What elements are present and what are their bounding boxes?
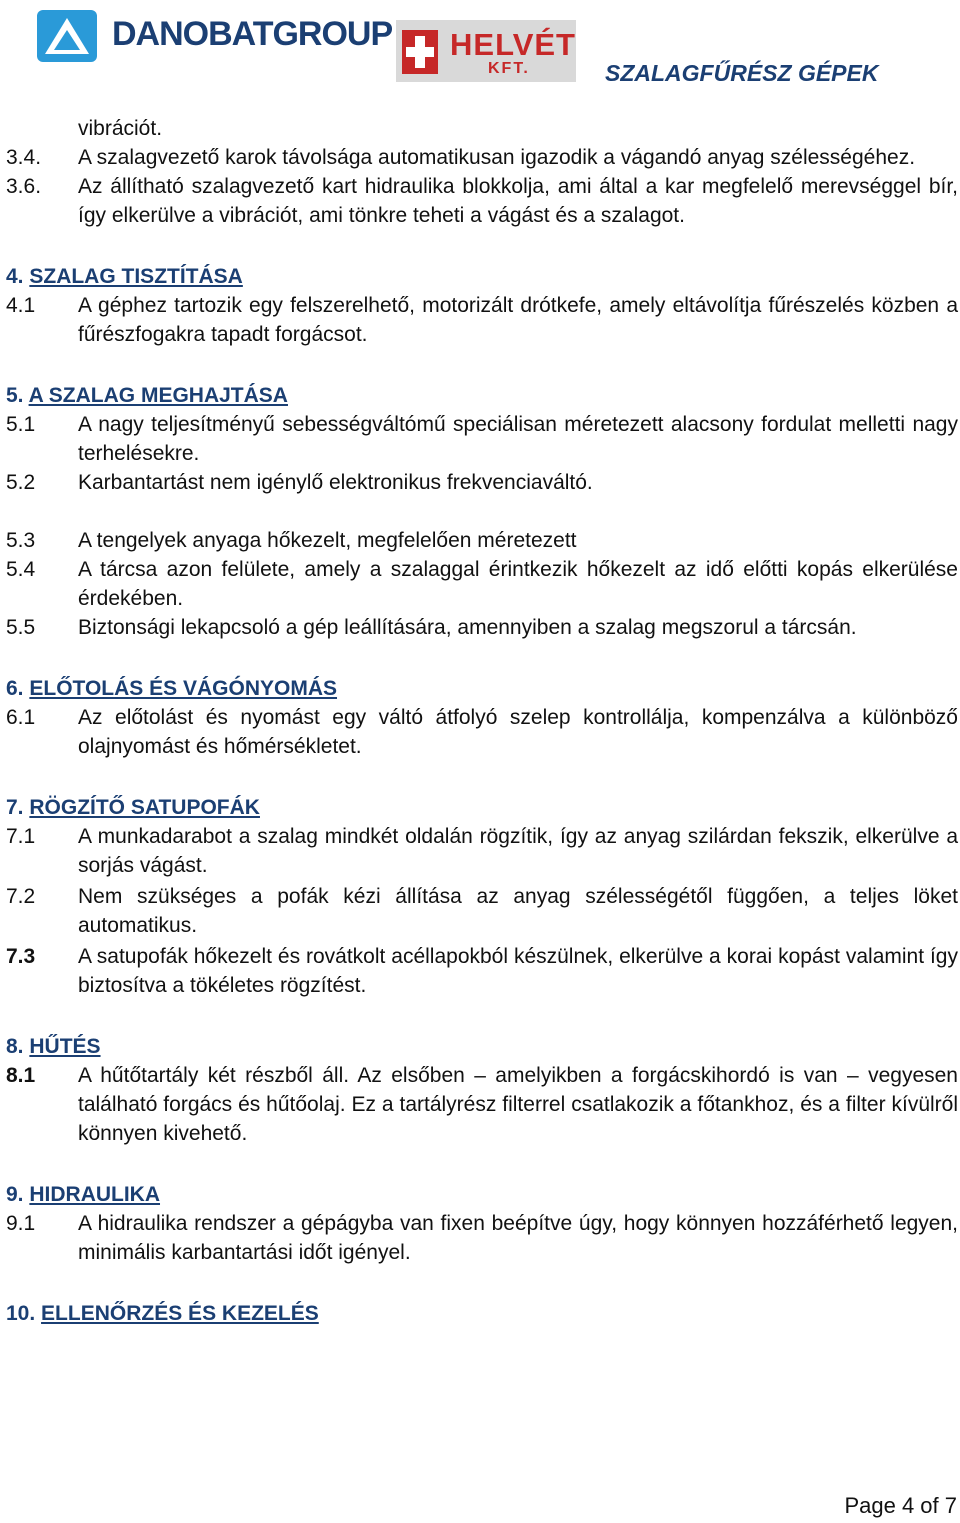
helvet-brand-name: HELVÉT [450,27,576,62]
item-number: 5.2 [6,471,36,494]
item-number: 7.3 [6,945,36,968]
item-text: A tárcsa azon felülete, amely a szalaggal érintkezik hőkezelt az idő előtti kopás elkerülése érdekében. [78,558,958,610]
list-item [0,172,960,230]
item-number: 5.3 [6,529,36,552]
section-title: HŰTÉS [29,1035,101,1058]
section-number: 9. [6,1183,24,1206]
list-item [0,882,960,940]
item-number: 3.6. [6,175,42,198]
section-heading-9 [0,1180,960,1209]
list-item [0,291,960,349]
section-title: A SZALAG MEGHAJTÁSA [28,384,288,407]
section-heading-6 [0,674,960,703]
item-text: A hűtőtartály két részből áll. Az elsőben – amelyikben a forgácskihordó is van – vegyesen található forgács és hűtőolaj. Ez a tartályrész filterrel csatlakozik a főtankhoz, és a filter kívülről könnyen kivehető. [78,1064,958,1145]
list-item [0,1061,960,1148]
item-text: Nem szükséges a pofák kézi állítása az anyag szélességétől függően, a teljes löket automatikus. [78,885,958,937]
section-number: 8. [6,1035,24,1058]
item-number: 5.1 [6,413,36,436]
item-number: 3.4. [6,146,42,169]
item-text: Az állítható szalagvezető kart hidraulika blokkolja, ami által a kar megfelelő merevséggel bír, így elkerülve a vibrációt, ami tönkre teheti a vágást és a szalagot. [78,175,958,227]
section-heading-7 [0,793,960,822]
item-text: Az előtolást és nyomást egy váltó átfolyó szelep kontrollálja, kompenzálva a különböző olajnyomást és hőmérsékletet. [78,706,958,758]
helvet-brand-sub: KFT. [488,60,530,77]
list-item [0,1209,960,1267]
page-header [0,0,960,100]
item-number: 8.1 [6,1064,36,1087]
list-item [0,703,960,761]
cross-icon [402,30,438,74]
section-number: 5. [6,384,24,407]
danobat-logo-icon [37,10,97,62]
document-body [0,114,960,1328]
page-number: Page 4 of 7 [844,1493,957,1518]
intro-fragment: vibrációt. [78,117,163,140]
item-number: 5.4 [6,558,36,581]
section-title: SZALAG TISZTÍTÁSA [29,265,243,288]
danobat-brand-name: DANOBATGROUP [112,15,393,53]
list-item [0,143,960,172]
section-title: ELLENŐRZÉS ÉS KEZELÉS [41,1302,319,1325]
section-heading-10 [0,1299,960,1328]
item-text: A nagy teljesítményű sebességváltómű speciálisan méretezett alacsony fordulat melletti nagy terhelésekre. [78,413,958,465]
item-text: Biztonsági lekapcsoló a gép leállítására, amennyiben a szalag megszorul a tárcsán. [78,616,857,639]
section-title: HIDRAULIKA [29,1183,161,1206]
item-number: 9.1 [6,1212,36,1235]
section-heading-5 [0,381,960,410]
section-number: 4. [6,265,24,288]
item-number: 7.1 [6,825,36,848]
list-item [0,942,960,1000]
item-number: 4.1 [6,294,36,317]
item-number: 6.1 [6,706,36,729]
list-item [0,468,960,497]
list-item [0,526,960,555]
item-text: A géphez tartozik egy felszerelhető, motorizált drótkefe, amely eltávolítja fűrészelés közben a fűrészfogakra tapadt forgácsot. [78,294,958,346]
section-title: ELŐTOLÁS ÉS VÁGÓNYOMÁS [29,677,338,700]
list-item [0,822,960,880]
section-heading-8 [0,1032,960,1061]
item-text: A munkadarabot a szalag mindkét oldalán rögzítik, így az anyag szilárdan fekszik, elkerülve a sorjás vágást. [78,825,958,877]
item-text: A satupofák hőkezelt és rovátkolt acéllapokból készülnek, elkerülve a korai kopást valamint így biztosítva a tökéletes rögzítést. [78,945,958,997]
list-item [0,555,960,613]
section-title: RÖGZÍTŐ SATUPOFÁK [29,796,260,819]
list-item [0,613,960,642]
item-text: A szalagvezető karok távolsága automatikusan igazodik a vágandó anyag szélességéhez. [78,146,916,169]
section-heading-4 [0,262,960,291]
section-number: 7. [6,796,24,819]
document-title: SZALAGFŰRÉSZ GÉPEK [605,60,879,86]
item-text: A tengelyek anyaga hőkezelt, megfelelően méretezett [78,529,577,552]
item-text: A hidraulika rendszer a gépágyba van fixen beépítve úgy, hogy könnyen hozzáférhető legyen, minimális karbantartási időt igényel. [78,1212,958,1264]
helvet-logo [396,20,576,82]
section-number: 6. [6,677,24,700]
item-number: 5.5 [6,616,36,639]
item-text: Karbantartást nem igénylő elektronikus frekvenciaváltó. [78,471,593,494]
section-number: 10. [6,1302,36,1325]
item-number: 7.2 [6,885,36,908]
list-item [0,410,960,468]
